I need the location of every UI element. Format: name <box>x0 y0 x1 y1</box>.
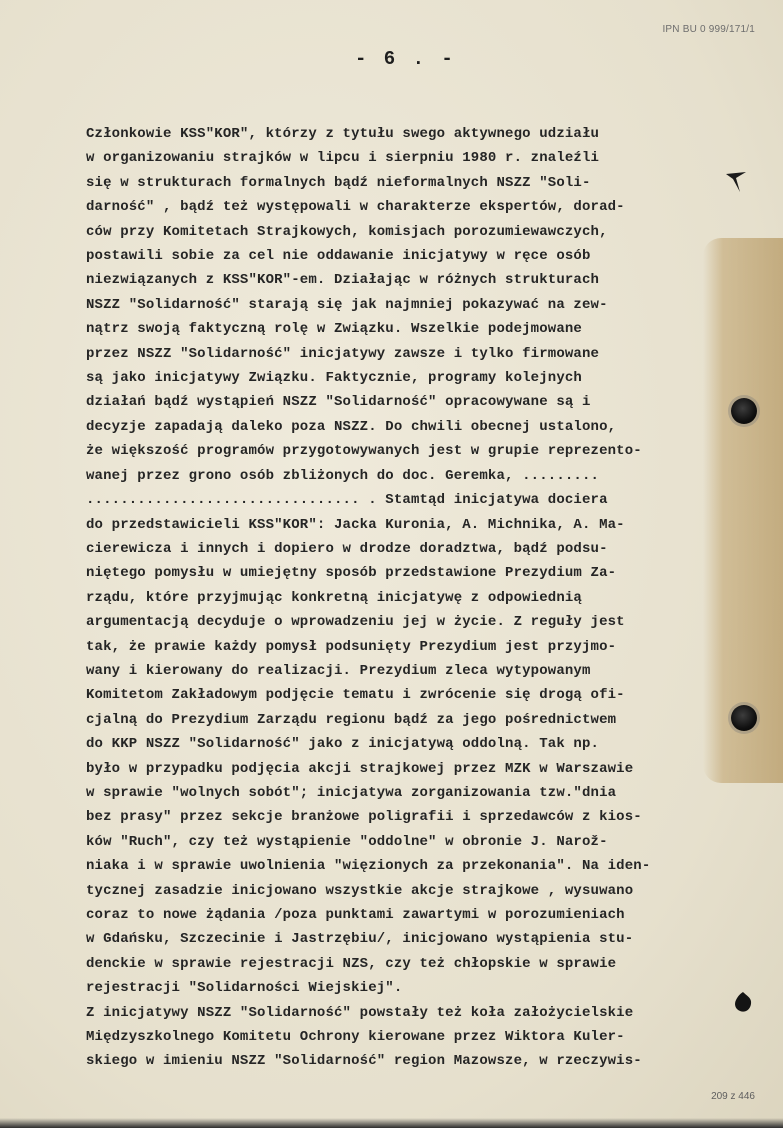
text-line: bez prasy" przez sekcje branżowe poligrafii i sprzedawców z kios- <box>86 809 642 826</box>
text-line: postawili sobie za cel nie oddawanie inicjatywy w ręce osób <box>86 248 591 265</box>
text-line: argumentacją decyduje o wprowadzeniu jej w życie. Z reguły jest <box>86 614 625 631</box>
text-line: się w strukturach formalnych bądź nieformalnych NSZZ "Soli- <box>86 174 591 191</box>
text-line: że większość programów przygotowywanych jest w grupie reprezento- <box>86 443 642 460</box>
text-line: nątrz swoją faktyczną rolę w Związku. Wszelkie podejmowane <box>86 321 582 338</box>
text-line: Międzyszkolnego Komitetu Ochrony kierowane przez Wiktora Kuler- <box>86 1029 625 1046</box>
text-line: niętego pomysłu w umiejętny sposób przedstawione Prezydium Za- <box>86 565 617 582</box>
text-line: do KKP NSZZ "Solidarność" jako z inicjatywą oddolną. Tak np. <box>86 736 600 753</box>
text-line: wany i kierowany do realizacji. Prezydium zleca wytypowanym <box>86 662 591 679</box>
page-number: - 6 . - <box>355 48 456 70</box>
text-line: ków "Ruch", czy też wystąpienie "oddolne" w obronie J. Narož- <box>86 833 608 850</box>
text-line: skiego w imieniu NSZZ "Solidarność" region Mazowsze, w rzeczywis- <box>86 1053 642 1070</box>
punch-hole-top <box>731 398 757 424</box>
text-line: do przedstawicieli KSS"KOR": Jacka Kuronia, A. Michnika, A. Ma- <box>86 516 625 533</box>
archive-signature: IPN BU 0 999/171/1 <box>662 24 755 35</box>
text-line: działań bądź wystąpień NSZZ "Solidarność" opracowywane są i <box>86 394 591 411</box>
text-line: Członkowie KSS"KOR", którzy z tytułu swego aktywnego udziału <box>86 126 600 142</box>
text-line: Komitetom Zakładowym podjęcie tematu i zwrócenie się drogą ofi- <box>86 687 625 704</box>
text-line: cjalną do Prezydium Zarządu regionu bądź za jego pośrednictwem <box>86 711 617 728</box>
text-line: w Gdańsku, Szczecinie i Jastrzębiu/, inicjowano wystąpienia stu- <box>86 931 634 948</box>
text-line: coraz to nowe żądania /poza punktami zawartymi w porozumieniach <box>86 907 625 923</box>
text-line: tycznej zasadzie inicjowano wszystkie akcje strajkowe , wysuwano <box>86 882 634 899</box>
text-line: przez NSZZ "Solidarność" inicjatywy zawsze i tylko firmowane <box>86 345 600 362</box>
text-line: niezwiązanych z KSS"KOR"-em. Działając w różnych strukturach <box>86 272 600 289</box>
text-line: rządu, które przyjmując konkretną inicjatywę z odpowiednią <box>86 589 582 606</box>
page-count: 209 z 446 <box>711 1091 755 1102</box>
scan-bottom-edge <box>0 1118 783 1128</box>
text-line: cierewicza i innych i dopiero w drodze doradztwa, bądź podsu- <box>86 540 608 557</box>
text-line: rejestracji "Solidarności Wiejskiej". <box>86 980 403 997</box>
text-line: Z inicjatywy NSZZ "Solidarność" powstały też koła założycielskie <box>86 1004 634 1021</box>
text-line: są jako inicjatywy Związku. Faktycznie, programy kolejnych <box>86 370 582 387</box>
punch-hole-bottom <box>731 705 757 731</box>
text-line: decyzje zapadają daleko poza NSZZ. Do chwili obecnej ustalono, <box>86 418 617 435</box>
document-body <box>86 122 726 1074</box>
text-line: w sprawie "wolnych sobót"; inicjatywa zorganizowania tzw."dnia <box>86 784 617 801</box>
pen-mark-icon <box>722 168 750 196</box>
text-line: ców przy Komitetach Strajkowych, komisjach porozumiewawczych, <box>86 223 608 240</box>
text-line: tak, że prawie każdy pomysł podsunięty Prezydium jest przyjmo- <box>86 638 617 655</box>
text-line: ................................ . Stamtąd inicjatywa dociera <box>86 492 608 509</box>
text-line: było w przypadku podjęcia akcji strajkowej przez MZK w Warszawie <box>86 760 634 777</box>
text-line: wanej przez grono osób zbliżonych do doc. Geremka, ......... <box>86 467 600 484</box>
text-line: darność" , bądź też występowali w charakterze ekspertów, dorad- <box>86 199 625 216</box>
text-line: w organizowaniu strajków w lipcu i sierpniu 1980 r. znaleźli <box>86 150 600 167</box>
text-line: NSZZ "Solidarność" starają się jak najmniej pokazywać na zew- <box>86 296 608 313</box>
text-line: niaka i w sprawie uwolnienia "więzionych za przekonania". Na iden- <box>86 858 651 875</box>
text-line: denckie w sprawie rejestracji NZS, czy też chłopskie w sprawie <box>86 955 617 972</box>
ink-blot-icon <box>730 990 756 1016</box>
